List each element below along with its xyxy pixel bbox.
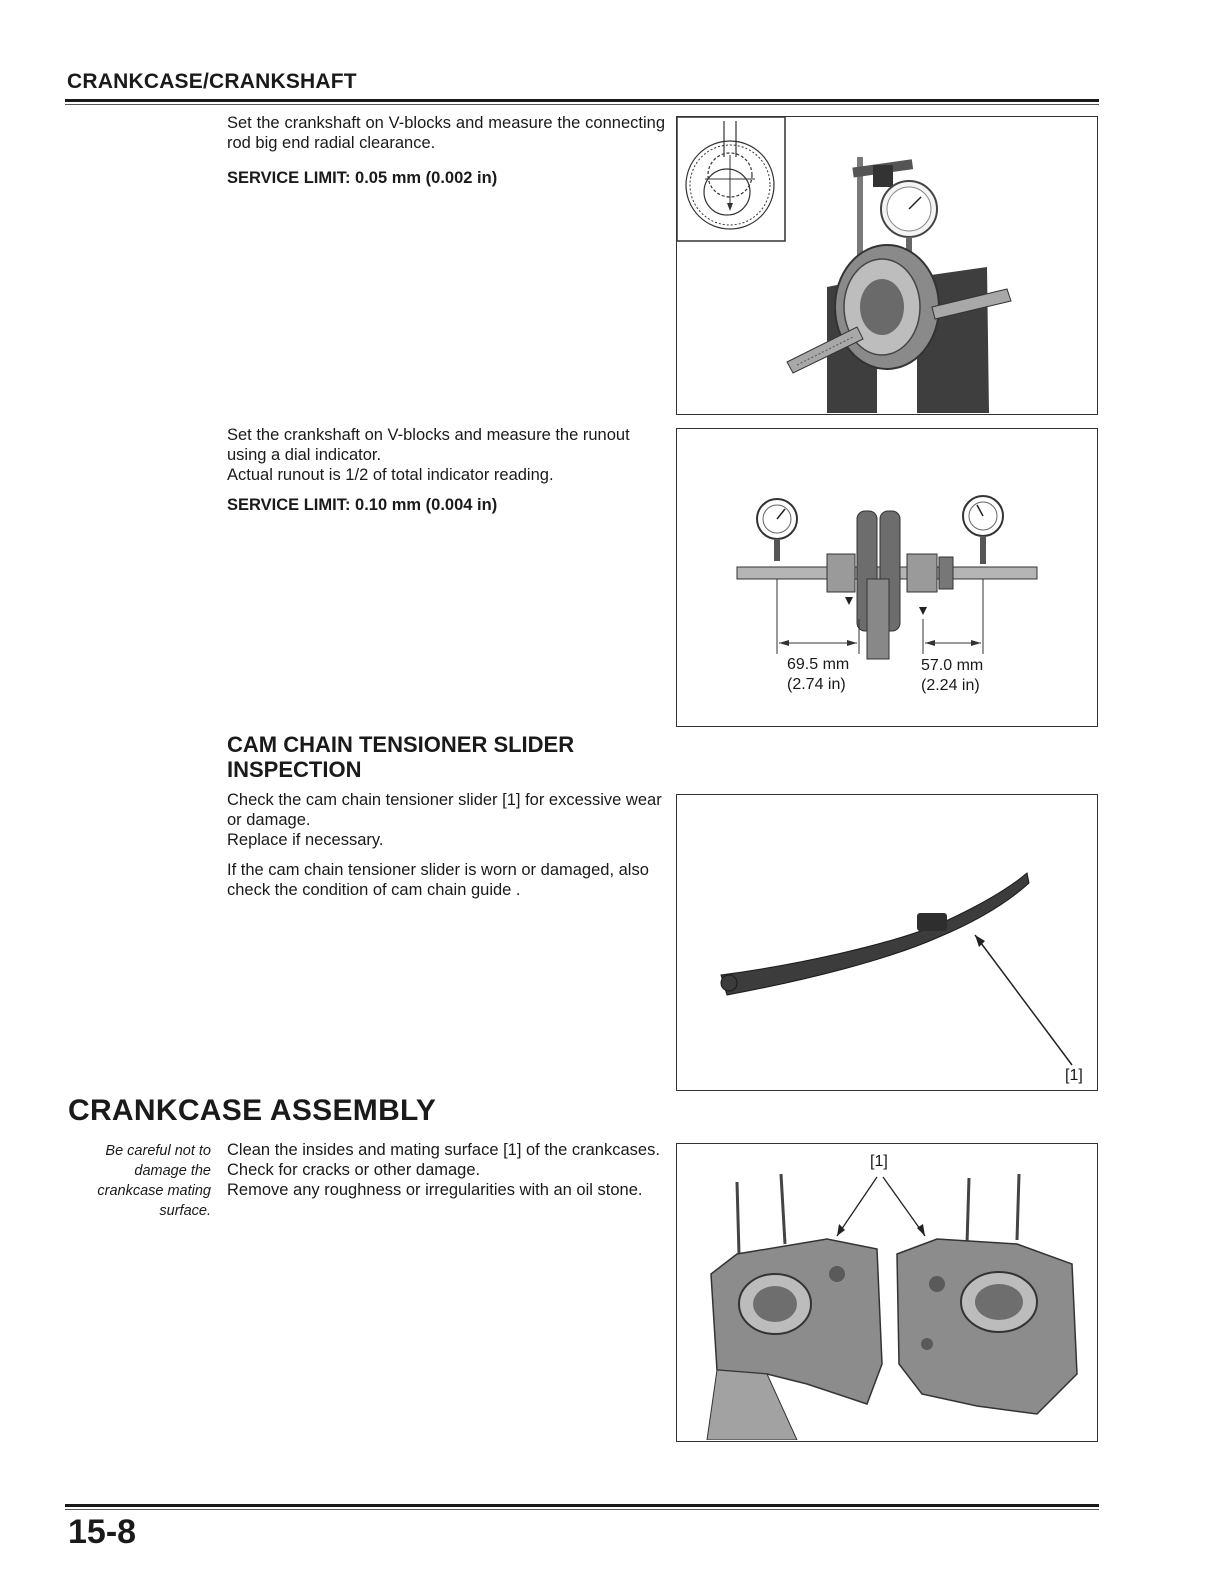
page-number: 15-8 bbox=[68, 1513, 137, 1551]
runout-service-limit: SERVICE LIMIT: 0.10 mm (0.004 in) bbox=[227, 496, 498, 514]
dim-right-mm: 57.0 mm bbox=[921, 657, 984, 674]
header-rule-thin bbox=[65, 104, 1099, 105]
runout-text-1: Set the crankshaft on V-blocks and measure the runout using a dial indicator. bbox=[227, 426, 630, 464]
figure-crankcase-halves bbox=[676, 1143, 1098, 1442]
crankcase-callout-1: [1] bbox=[870, 1153, 888, 1170]
slider-callout-1: [1] bbox=[1065, 1067, 1083, 1084]
slider-text-1: Check the cam chain tensioner slider [1] for excessive wear or damage. bbox=[227, 791, 662, 829]
figure-tensioner-slider bbox=[676, 794, 1098, 1091]
dim-left-in: (2.74 in) bbox=[787, 676, 846, 693]
footer-rule bbox=[65, 1504, 1099, 1507]
dim-left-mm: 69.5 mm bbox=[787, 656, 850, 673]
assembly-caution-note: Be careful not to damage the crankcase mating surface. bbox=[97, 1143, 211, 1219]
bigend-instruction bbox=[227, 113, 665, 153]
slider-instruction bbox=[227, 790, 665, 900]
slider-text-3: If the cam chain tensioner slider is worn or damaged, also check the condition of cam chain guide . bbox=[227, 861, 649, 899]
dim-right-in: (2.24 in) bbox=[921, 677, 980, 694]
figure-runout bbox=[676, 428, 1098, 727]
figure-bigend-clearance bbox=[676, 116, 1098, 415]
runout-text-2: Actual runout is 1/2 of total indicator reading. bbox=[227, 466, 554, 484]
assembly-instruction bbox=[227, 1140, 665, 1200]
runout-instruction bbox=[227, 425, 665, 485]
page-section-title: CRANKCASE/CRANKSHAFT bbox=[67, 70, 357, 93]
bigend-text: Set the crankshaft on V-blocks and measure the connecting rod big end radial clearance. bbox=[227, 114, 665, 152]
assembly-text-3: Remove any roughness or irregularities with an oil stone. bbox=[227, 1181, 643, 1199]
bigend-service-limit: SERVICE LIMIT: 0.05 mm (0.002 in) bbox=[227, 169, 498, 187]
slider-text-2: Replace if necessary. bbox=[227, 831, 384, 849]
footer-rule-thin bbox=[65, 1509, 1099, 1510]
assembly-text-1: Clean the insides and mating surface [1] of the crankcases. bbox=[227, 1141, 660, 1159]
assembly-heading: CRANKCASE ASSEMBLY bbox=[68, 1094, 437, 1127]
assembly-text-2: Check for cracks or other damage. bbox=[227, 1161, 481, 1179]
slider-heading: CAM CHAIN TENSIONER SLIDER INSPECTION bbox=[227, 732, 575, 782]
runout-dimension-right bbox=[921, 656, 983, 696]
header-rule bbox=[65, 99, 1099, 102]
runout-dimension-left bbox=[787, 655, 849, 695]
